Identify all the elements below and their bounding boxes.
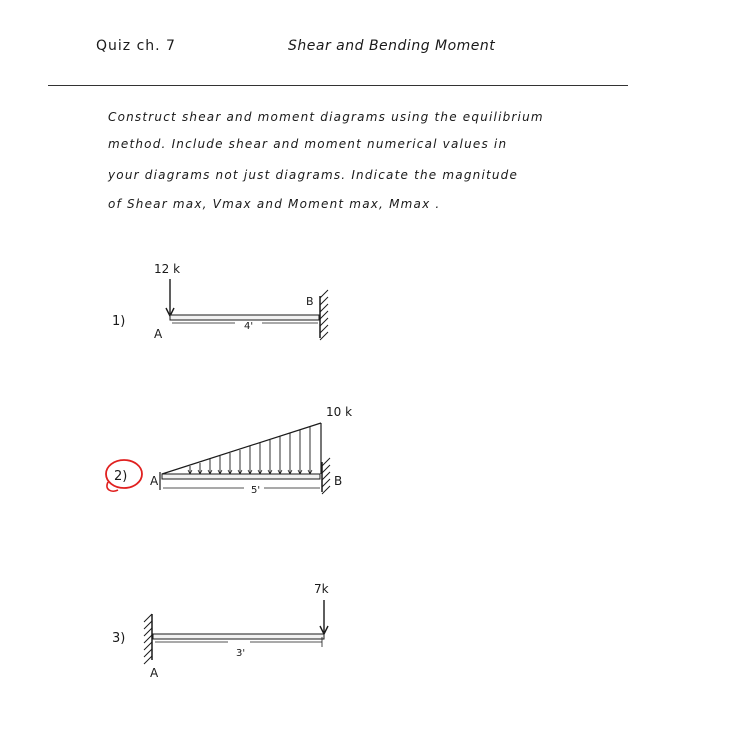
problem-1-span-label: 4' (244, 321, 254, 332)
problem-2-span-label: 5' (251, 485, 261, 496)
problem-1-beam (170, 315, 319, 320)
problem-1 (112, 262, 328, 341)
topic-title: Shear and Bending Moment (288, 38, 496, 54)
problem-1-number: 1) (112, 314, 126, 329)
problem-3-number: 3) (112, 631, 126, 646)
problem-2-fixed-support (322, 458, 330, 494)
problem-1-fixed-support (320, 290, 328, 340)
problem-1-support-b: B (306, 295, 314, 308)
instruction-line-2: method. Include shear and moment numerical values in (108, 137, 508, 151)
problem-3-support-a: A (150, 666, 159, 680)
problem-2-beam (162, 474, 320, 479)
instruction-line-3: your diagrams not just diagrams. Indicate the magnitude (108, 168, 519, 182)
problem-2-load-label: 10 k (326, 405, 353, 419)
quiz-title: Quiz ch. 7 (96, 38, 176, 54)
problem-3-span-label: 3' (236, 648, 246, 659)
problem-2-support-a: A (150, 474, 159, 488)
instruction-line-1: Construct shear and moment diagrams using the equilibrium (108, 110, 544, 124)
problem-3-fixed-support (144, 614, 152, 664)
problem-3 (112, 582, 329, 680)
problem-2-number: 2) (114, 469, 128, 484)
problem-2-support-b: B (334, 474, 343, 488)
problem-3-load-label: 7k (314, 582, 329, 596)
problem-2-distributed-load (162, 423, 321, 474)
instruction-line-4: of Shear max, Vmax and Moment max, Mmax . (108, 197, 441, 211)
problem-1-load-label: 12 k (154, 262, 181, 276)
problem-3-beam (153, 634, 324, 639)
problem-2 (106, 405, 352, 496)
problem-1-support-a: A (154, 327, 163, 341)
